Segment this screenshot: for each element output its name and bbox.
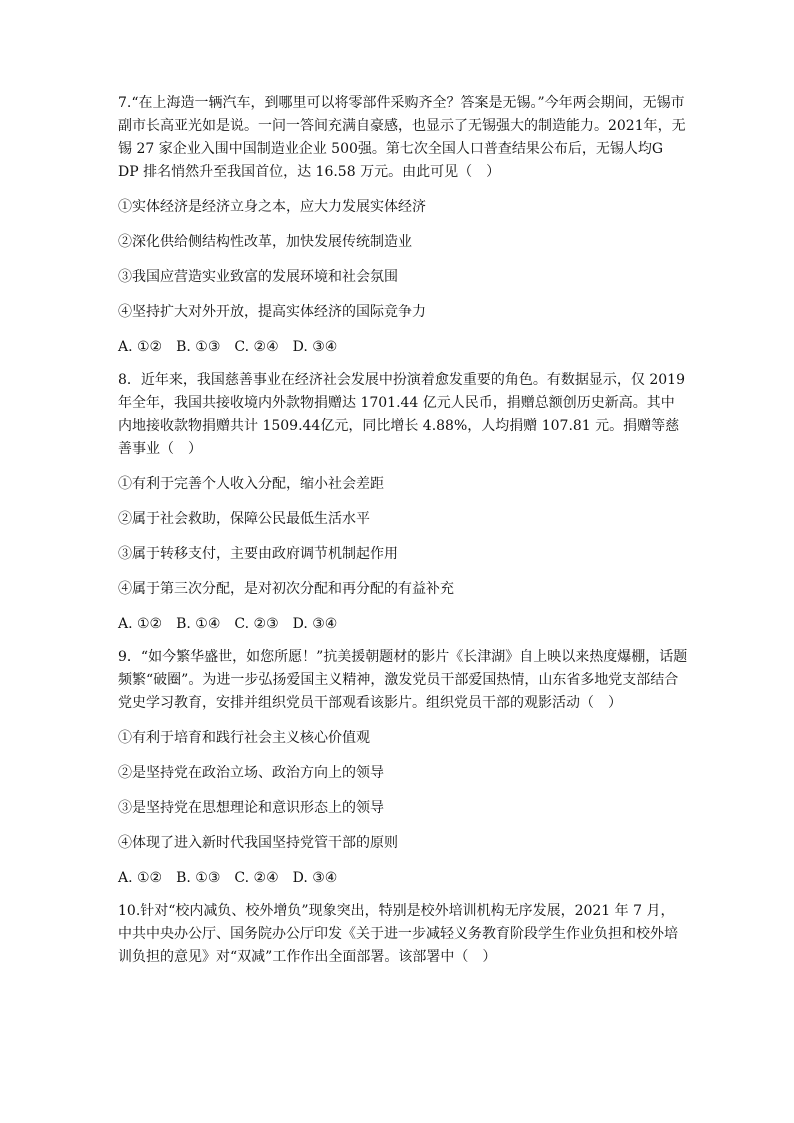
document-page [118, 92, 688, 982]
question-9-option-3: ③是坚持党在思想理论和意识形态上的领导 [118, 800, 384, 816]
question-9-option-1: ①有利于培育和践行社会主义核心价值观 [118, 730, 370, 746]
question-9 [118, 646, 688, 888]
question-7-option-4: ④坚持扩大对外开放，提高实体经济的国际竞争力 [118, 304, 426, 320]
question-7 [118, 92, 688, 357]
question-9-option-2: ②是坚持党在政治立场、政治方向上的领导 [118, 765, 384, 781]
question-8-answer-choices: A. ①② B. ①④ C. ②③ D. ③④ [118, 616, 338, 632]
question-8-option-3: ③属于转移支付，主要由政府调节机制起作用 [118, 546, 398, 562]
question-7-option-2: ②深化供给侧结构性改革，加快发展传统制造业 [118, 234, 412, 250]
question-8-option-4: ④属于第三次分配，是对初次分配和再分配的有益补充 [118, 581, 454, 597]
question-9-answer-choices: A. ①② B. ①③ C. ②④ D. ③④ [118, 870, 338, 886]
question-7-answer-choices: A. ①② B. ①③ C. ②④ D. ③④ [118, 339, 338, 355]
question-10 [118, 900, 688, 969]
question-7-option-1: ①实体经济是经济立身之本，应大力发展实体经济 [118, 199, 426, 215]
question-7-stem: 7.“在上海造一辆汽车，到哪里可以将零部件采购齐全？答案是无锡。”今年两会期间，无锡市副市长高亚光如是说。一问一答间充满自豪感，也显示了无锡强大的制造能力。2021年，无锡 27 家企业入围中国制造业企业 500强。第七次全国人口普查结果公布后，无锡人均G DP 排名悄然升至我国首位，达 16.58 万元。由此可见（ ） [118, 95, 686, 180]
question-9-option-4: ④体现了进入新时代我国坚持党管干部的原则 [118, 835, 398, 851]
question-8-stem: 8．近年来，我国慈善事业在经济社会发展中扮演着愈发重要的角色。有数据显示，仅 2019年全年，我国共接收境内外款物捐赠达 1701.44 亿元人民币，捐赠总额创历史新高。其中内地接收款物捐赠共计 1509.44亿元，同比增长 4.88%，人均捐赠 107.81 元。捐赠等慈善事业（ ） [118, 372, 685, 457]
question-10-stem: 10.针对“校内减负、校外增负”现象突出，特别是校外培训机构无序发展，2021 年 7 月，中共中央办公厅、国务院办公厅印发《关于进一步减轻义务教育阶段学生作业负担和校外培训负担的意见》对“双减”工作作出全面部署。该部署中（ ） [118, 903, 678, 965]
question-9-stem: 9．“如今繁华盛世，如您所愿！”抗美援朝题材的影片《长津湖》自上映以来热度爆棚，话题频繁“破圈”。为进一步弘扬爱国主义精神，激发党员干部爱国热情，山东省多地党支部结合党史学习教育，安排并组织党员干部观看该影片。组织党员干部的观影活动（ ） [118, 649, 688, 711]
question-8-option-1: ①有利于完善个人收入分配，缩小社会差距 [118, 476, 384, 492]
question-8 [118, 369, 688, 634]
question-8-option-2: ②属于社会救助，保障公民最低生活水平 [118, 511, 370, 527]
question-7-option-3: ③我国应营造实业致富的发展环境和社会氛围 [118, 269, 398, 285]
